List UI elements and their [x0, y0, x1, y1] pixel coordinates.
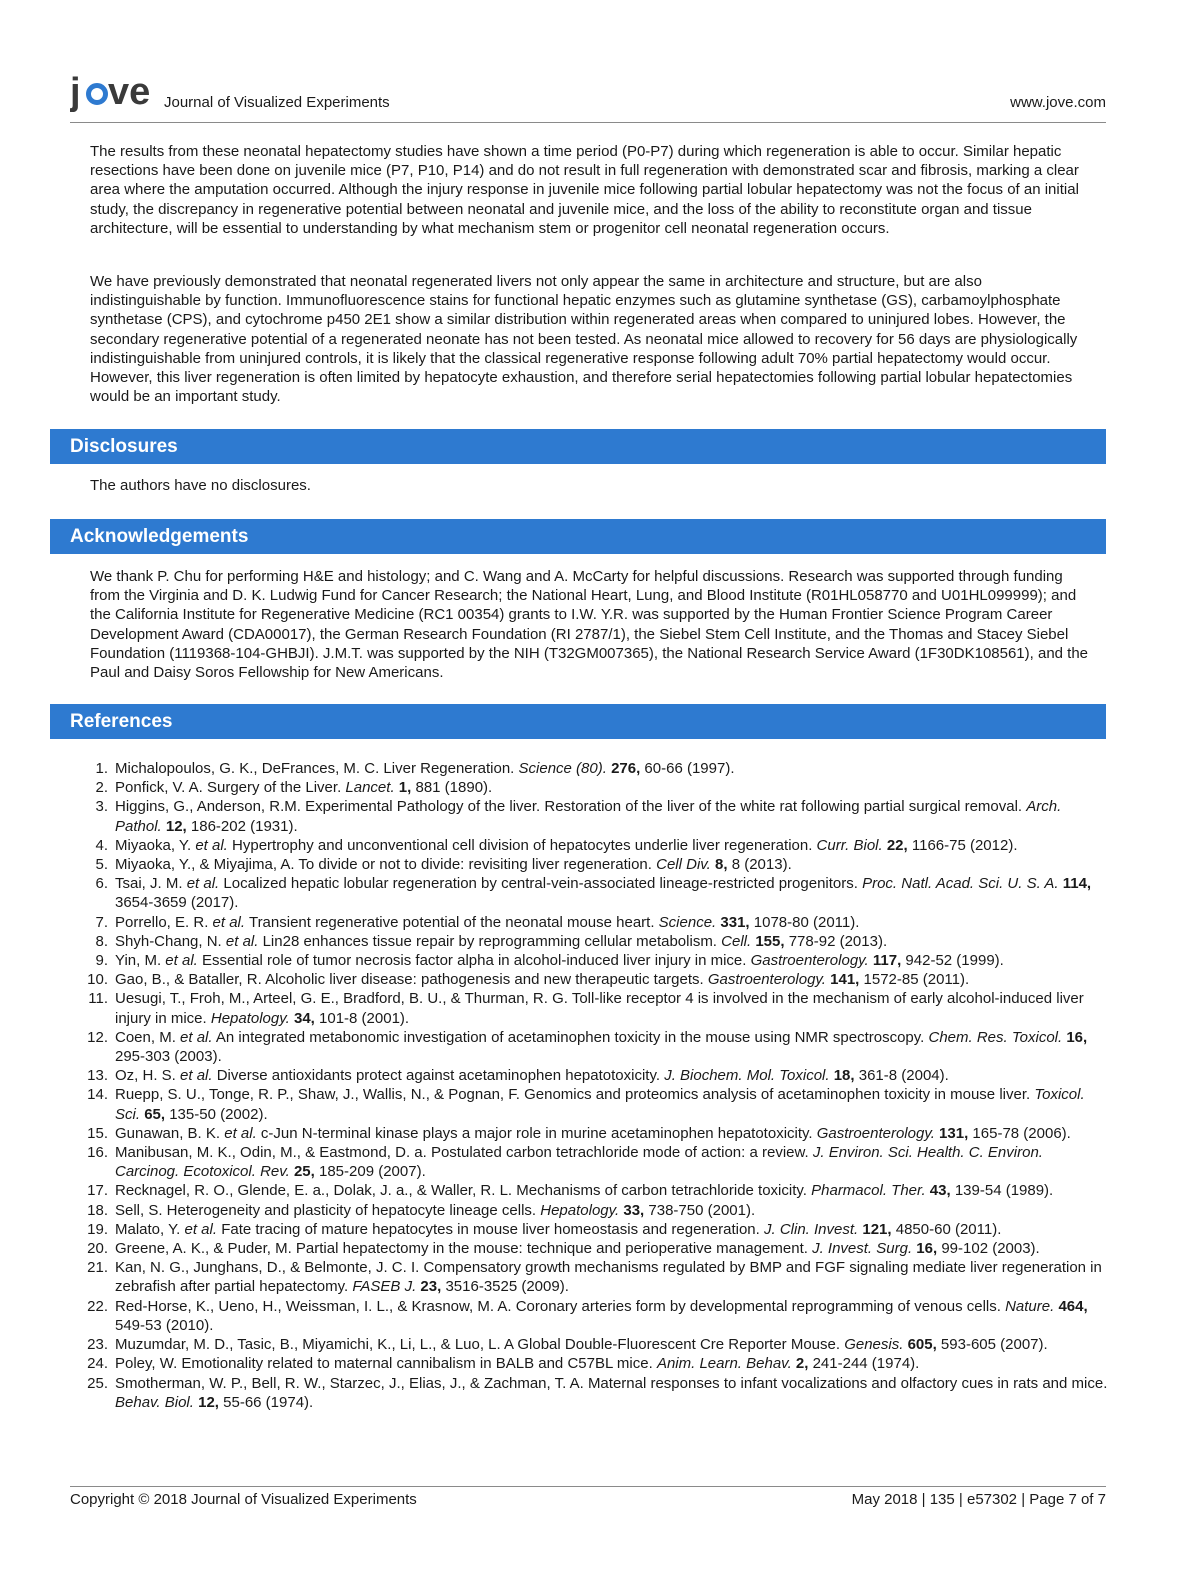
reference-number: 19.	[87, 1220, 108, 1238]
reference-item	[80, 1335, 1110, 1354]
reference-item	[80, 1143, 1110, 1181]
reference-text: Michalopoulos, G. K., DeFrances, M. C. Liver Regeneration. Science (80). 276, 60-66 (1997).	[115, 760, 735, 777]
reference-item	[80, 778, 1110, 797]
reference-text: Muzumdar, M. D., Tasic, B., Miyamichi, K., Li, L., & Luo, L. A Global Double-Fluorescent Cre Reporter Mouse. Genesis. 605, 593-605 (2007).	[115, 1336, 1048, 1354]
copyright: Copyright © 2018 Journal of Visualized Experiments	[70, 1491, 417, 1508]
svg-text:j: j	[70, 72, 81, 113]
reference-number: 22.	[87, 1297, 108, 1315]
reference-number: 14.	[87, 1086, 108, 1104]
body-paragraph-1: The results from these neonatal hepatectomy studies have shown a time period (P0-P7) during which regeneration is able to occur. Similar hepatic resections have been done on juvenile mice (P7, P10, P14) and do not result in full regeneration with demonstrated scar and fibrosis, marking a clear area where the amputation occurred. Although the injury response in juvenile mice following partial lobular hepatectomy was not the focus of an initial study, the discrepancy in regenerative potential between neonatal and juvenile mice, and the loss of the ability to reconstitute organ and tissue architecture, will be essential to understanding by what mechanism stem or progenitor cell neonatal regeneration occurs.	[90, 143, 1079, 237]
reference-number: 21.	[87, 1259, 108, 1277]
reference-number: 11.	[88, 990, 108, 1008]
reference-text: Ponfick, V. A. Surgery of the Liver. Lancet. 1, 881 (1890).	[115, 779, 493, 797]
reference-item	[80, 951, 1110, 970]
reference-number: 24.	[87, 1355, 108, 1373]
reference-item	[80, 1066, 1110, 1085]
reference-item	[80, 874, 1110, 912]
acknowledgements-text: We thank P. Chu for performing H&E and histology; and C. Wang and A. McCarty for helpful discussions. Research was supported through funding from the Virginia and D. K. Ludwig Fund for Cancer Research; the National Heart, Lung, and Blood Institute (R01HL058770 and U01HL099999); and the California Institute for Regenerative Medicine (RC1 00354) grants to I.W. Y.R. was supported by the Human Frontier Science Program Career Development Award (CDA00017), the German Research Foundation (RI 2787/1), the Siebel Stem Cell Institute, and the Thomas and Stacey Siebel Foundation (1119368-104-GHBJI). J.M.T. was supported by the NIH (T32GM007365), the National Research Service Award (1F30DK108561), and the Paul and Daisy Soros Fellowship for New Americans.	[90, 568, 1089, 682]
reference-item	[80, 1028, 1110, 1066]
reference-item	[80, 759, 1110, 778]
reference-text: Miyaoka, Y. et al. Hypertrophy and unconventional cell division of hepatocytes underlie liver regeneration. Curr. Biol. 22, 1166-75 (2012).	[115, 836, 1018, 854]
acknowledgements-heading-bar	[50, 519, 1106, 554]
reference-item	[80, 989, 1110, 1027]
page-header	[70, 72, 1106, 123]
reference-item	[80, 1239, 1110, 1258]
reference-text: Greene, A. K., & Puder, M. Partial hepatectomy in the mouse: technique and perioperative management. J. Invest. Surg. 16, 99-102 (2003).	[115, 1240, 1040, 1258]
reference-text: Coen, M. et al. An integrated metabonomic investigation of acetaminophen toxicity in the mouse using NMR spectroscopy. Chem. Res. Toxicol. 16, 295-303 (2003).	[115, 1028, 1088, 1066]
reference-number: 18.	[87, 1201, 108, 1219]
reference-text: Gao, B., & Bataller, R. Alcoholic liver disease: pathogenesis and new therapeutic targets. Gastroenterology. 141, 1572-85 (2011).	[115, 971, 970, 989]
disclosures-heading: Disclosures	[70, 436, 178, 457]
journal-name: Journal of Visualized Experiments	[164, 94, 390, 111]
reference-list	[80, 759, 1110, 1412]
jove-logo	[70, 72, 160, 116]
reference-item	[80, 932, 1110, 951]
reference-item	[80, 1085, 1110, 1123]
reference-item	[80, 1201, 1110, 1220]
reference-number: 4.	[95, 836, 108, 854]
reference-number: 9.	[95, 952, 108, 970]
reference-number: 17.	[87, 1182, 108, 1200]
reference-number: 20.	[87, 1240, 108, 1258]
reference-number: 12.	[87, 1028, 108, 1046]
reference-number: 16.	[87, 1144, 108, 1162]
acknowledgements-heading: Acknowledgements	[70, 526, 249, 547]
reference-text: Sell, S. Heterogeneity and plasticity of hepatocyte lineage cells. Hepatology. 33, 738-750 (2001).	[115, 1201, 756, 1219]
reference-number: 3.	[95, 798, 108, 816]
reference-text: Poley, W. Emotionality related to maternal cannibalism in BALB and C57BL mice. Anim. Learn. Behav. 2, 241-244 (1974).	[115, 1355, 920, 1373]
reference-item	[80, 970, 1110, 989]
reference-text: Miyaoka, Y., & Miyajima, A. To divide or not to divide: revisiting liver regeneration. Cell Div. 8, 8 (2013).	[115, 856, 792, 874]
reference-text: Shyh-Chang, N. et al. Lin28 enhances tissue repair by reprogramming cellular metabolism. Cell. 155, 778-92 (2013).	[115, 932, 888, 950]
reference-text: Oz, H. S. et al. Diverse antioxidants protect against acetaminophen hepatotoxicity. J. Biochem. Mol. Toxicol. 18, 361-8 (2004).	[115, 1067, 949, 1085]
reference-number: 2.	[95, 779, 108, 797]
reference-text: Higgins, G., Anderson, R.M. Experimental Pathology of the liver. Restoration of the liver of the white rat following partial surgical removal. Arch. Pathol. 12, 186-202 (1931).	[115, 798, 1062, 835]
reference-text: Kan, N. G., Junghans, D., & Belmonte, J. C. I. Compensatory growth mechanisms regulated by BMP and FGF signaling mediate liver regeneration in zebrafish after partial hepatectomy. FASEB J. 23, 3516-3525 (2009).	[115, 1259, 1102, 1296]
references-heading-bar	[50, 704, 1106, 739]
disclosures-text: The authors have no disclosures.	[90, 477, 311, 494]
reference-item	[80, 836, 1110, 855]
reference-item	[80, 797, 1110, 835]
reference-text: Tsai, J. M. et al. Localized hepatic lobular regeneration by central-vein-associated lineage-restricted progenitors. Proc. Natl. Acad. Sci. U. S. A. 114, 3654-3659 (2017).	[115, 875, 1092, 912]
reference-number: 13.	[87, 1067, 108, 1085]
page-info: May 2018 | 135 | e57302 | Page 7 of 7	[851, 1491, 1106, 1508]
reference-text: Yin, M. et al. Essential role of tumor necrosis factor alpha in alcohol-induced liver injury in mice. Gastroenterology. 117, 942-52 (1999).	[115, 952, 1004, 970]
reference-number: 7.	[95, 913, 108, 931]
reference-text: Recknagel, R. O., Glende, E. a., Dolak, J. a., & Waller, R. L. Mechanisms of carbon tetrachloride toxicity. Pharmacol. Ther. 43, 139-54 (1989).	[115, 1182, 1054, 1200]
svg-text:ve: ve	[108, 72, 151, 113]
reference-item	[80, 1181, 1110, 1200]
reference-text: Malato, Y. et al. Fate tracing of mature hepatocytes in mouse liver homeostasis and regeneration. J. Clin. Invest. 121, 4850-60 (2011).	[115, 1220, 1002, 1238]
disclosures-heading-bar	[50, 429, 1106, 464]
reference-text: Porrello, E. R. et al. Transient regenerative potential of the neonatal mouse heart. Science. 331, 1078-80 (2011).	[115, 913, 860, 931]
reference-item	[80, 1258, 1110, 1296]
reference-item	[80, 1220, 1110, 1239]
reference-number: 1.	[95, 760, 108, 777]
reference-item	[80, 1354, 1110, 1373]
reference-text: Gunawan, B. K. et al. c-Jun N-terminal kinase plays a major role in murine acetaminophen hepatotoxicity. Gastroenterology. 131, 165-78 (2006).	[115, 1124, 1071, 1142]
reference-text: Smotherman, W. P., Bell, R. W., Starzec, J., Elias, J., & Zachman, T. A. Maternal responses to infant vocalizations and olfactory cues in rats and mice. Behav. Biol. 12, 55-66 (1974).	[115, 1374, 1108, 1411]
site-url[interactable]: www.jove.com	[1010, 94, 1106, 111]
reference-number: 6.	[95, 875, 108, 893]
reference-text: Ruepp, S. U., Tonge, R. P., Shaw, J., Wallis, N., & Pognan, F. Genomics and proteomics analysis of acetaminophen toxicity in mouse liver. Toxicol. Sci. 65, 135-50 (2002).	[115, 1086, 1085, 1123]
reference-text: Red-Horse, K., Ueno, H., Weissman, I. L., & Krasnow, M. A. Coronary arteries form by developmental reprogramming of venous cells. Nature. 464, 549-53 (2010).	[115, 1297, 1088, 1334]
references-heading: References	[70, 711, 173, 732]
page-footer	[70, 1486, 1106, 1508]
body-paragraph-2: We have previously demonstrated that neonatal regenerated livers not only appear the same in architecture and structure, but are also indistinguishable by function. Immunofluorescence stains for functional hepatic enzymes such as glutamine synthetase (GS), carbamoylphosphate synthetase (CPS), and cytochrome p450 2E1 show a similar distribution within regenerated areas when compared to uninjured lobes. However, the secondary regenerative potential of a regenerated neonate has not been tested. As neonatal mice allowed to recovery for 56 days are physiologically indistinguishable from uninjured controls, it is likely that the classical regenerative response following adult 70% partial hepatectomy would occur. However, this liver regeneration is often limited by hepatocyte exhaustion, and therefore serial hepatectomies following partial lobular hepatectomies would be an important study.	[90, 273, 1078, 406]
reference-text: Manibusan, M. K., Odin, M., & Eastmond, D. a. Postulated carbon tetrachloride mode of action: a review. J. Environ. Sci. Health. C. Environ. Carcinog. Ecotoxicol. Rev. 25, 185-209 (2007).	[115, 1144, 1043, 1181]
reference-item	[80, 913, 1110, 932]
reference-number: 8.	[95, 932, 108, 950]
reference-item	[80, 855, 1110, 874]
reference-number: 25.	[87, 1374, 108, 1392]
reference-number: 15.	[87, 1124, 108, 1142]
reference-text: Uesugi, T., Froh, M., Arteel, G. E., Bradford, B. U., & Thurman, R. G. Toll-like receptor 4 is involved in the mechanism of early alcohol-induced liver injury in mice. Hepatology. 34, 101-8 (2001).	[115, 990, 1084, 1027]
reference-item	[80, 1124, 1110, 1143]
reference-number: 10.	[87, 971, 108, 989]
reference-number: 5.	[95, 856, 108, 874]
reference-number: 23.	[87, 1336, 108, 1354]
reference-item	[80, 1374, 1110, 1412]
reference-item	[80, 1297, 1110, 1335]
